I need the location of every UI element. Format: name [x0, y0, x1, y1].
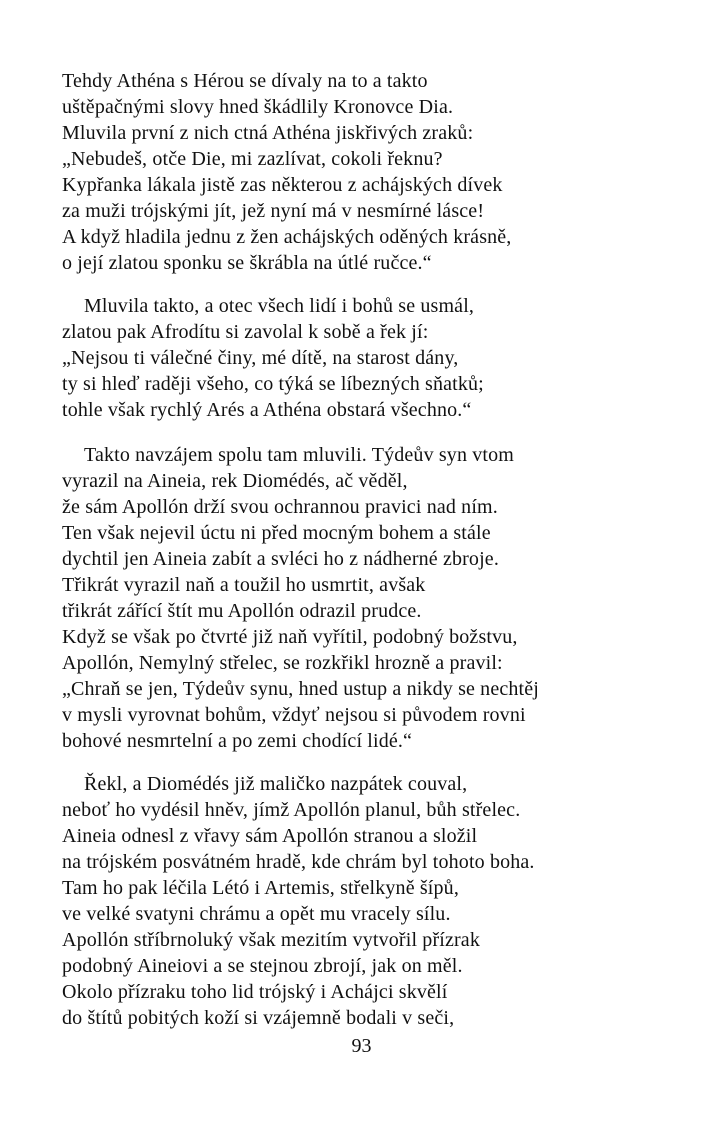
verse-line: dychtil jen Aineia zabít a svléci ho z nádherné zbroje. [62, 548, 499, 570]
verse-line: Okolo přízraku toho lid trójský i Achájci skvělí [62, 981, 448, 1003]
verse-line: uštěpačnými slovy hned škádlily Kronovce Dia. [62, 96, 454, 118]
verse-line: Apollón stříbrnoluký však mezitím vytvořil přízrak [62, 929, 480, 951]
verse-line: do štítů pobitých koží si vzájemně bodali v seči, [62, 1007, 455, 1029]
verse-line: ve velké svatyni chrámu a opět mu vracely sílu. [62, 903, 451, 925]
verse-line: na trójském posvátném hradě, kde chrám byl tohoto boha. [62, 851, 535, 873]
verse-line: Řekl, a Diomédés již maličko nazpátek couval, [84, 773, 468, 795]
page-number: 93 [351, 1035, 372, 1057]
verse-line: „Chraň se jen, Týdeův synu, hned ustup a nikdy se nechtěj [62, 678, 539, 700]
verse-line: Když se však po čtvrté již naň vyřítil, podobný božstvu, [62, 626, 518, 648]
verse-line: o její zlatou sponku se škrábla na útlé ručce.“ [62, 252, 432, 274]
verse-line: vyrazil na Aineia, rek Diomédés, ač věděl, [62, 470, 408, 492]
verse-line: bohové nesmrtelní a po zemi chodící lidé.“ [62, 730, 413, 752]
verse-line: Takto navzájem spolu tam mluvili. Týdeův syn vtom [84, 444, 514, 466]
verse-line: Kypřanka lákala jistě zas některou z achájských dívek [62, 174, 503, 196]
verse-line: že sám Apollón drží svou ochrannou pravici nad ním. [62, 496, 498, 518]
verse-line: Mluvila takto, a otec všech lidí i bohů se usmál, [84, 295, 475, 317]
verse-line: ty si hleď raději všeho, co týká se líbezných sňatků; [62, 373, 484, 395]
verse-line: Tam ho pak léčila Létó i Artemis, střelkyně šípů, [62, 877, 459, 899]
verse-line: za muži trójskými jít, jež nyní má v nesmírné lásce! [62, 200, 485, 222]
verse-line: Tehdy Athéna s Hérou se dívaly na to a takto [62, 70, 428, 92]
verse-line: neboť ho vydésil hněv, jímž Apollón planul, bůh střelec. [62, 799, 521, 821]
verse-line: zlatou pak Afrodítu si zavolal k sobě a řek jí: [62, 321, 429, 343]
verse-line: Třikrát vyrazil naň a toužil ho usmrtit, avšak [62, 574, 426, 596]
verse-line: v mysli vyrovnat bohům, vždyť nejsou si původem rovni [62, 704, 526, 726]
verse-line: Apollón, Nemylný střelec, se rozkřikl hrozně a pravil: [62, 652, 503, 674]
verse-line: „Nejsou ti válečné činy, mé dítě, na starost dány, [62, 347, 459, 369]
verse-line: podobný Aineiovi a se stejnou zbrojí, jak on měl. [62, 955, 463, 977]
verse-line: tohle však rychlý Arés a Athéna obstará všechno.“ [62, 399, 472, 421]
verse-line: A když hladila jednu z žen achájských oděných krásně, [62, 226, 512, 248]
verse-line: „Nebudeš, otče Die, mi zazlívat, cokoli řeknu? [62, 148, 443, 170]
verse-line: Ten však nejevil úctu ni před mocným bohem a stále [62, 522, 491, 544]
verse-line: Aineia odnesl z vřavy sám Apollón stranou a složil [62, 825, 478, 847]
verse-line: třikrát zářící štít mu Apollón odrazil prudce. [62, 600, 422, 622]
verse-line: Mluvila první z nich ctná Athéna jiskřivých zraků: [62, 122, 474, 144]
